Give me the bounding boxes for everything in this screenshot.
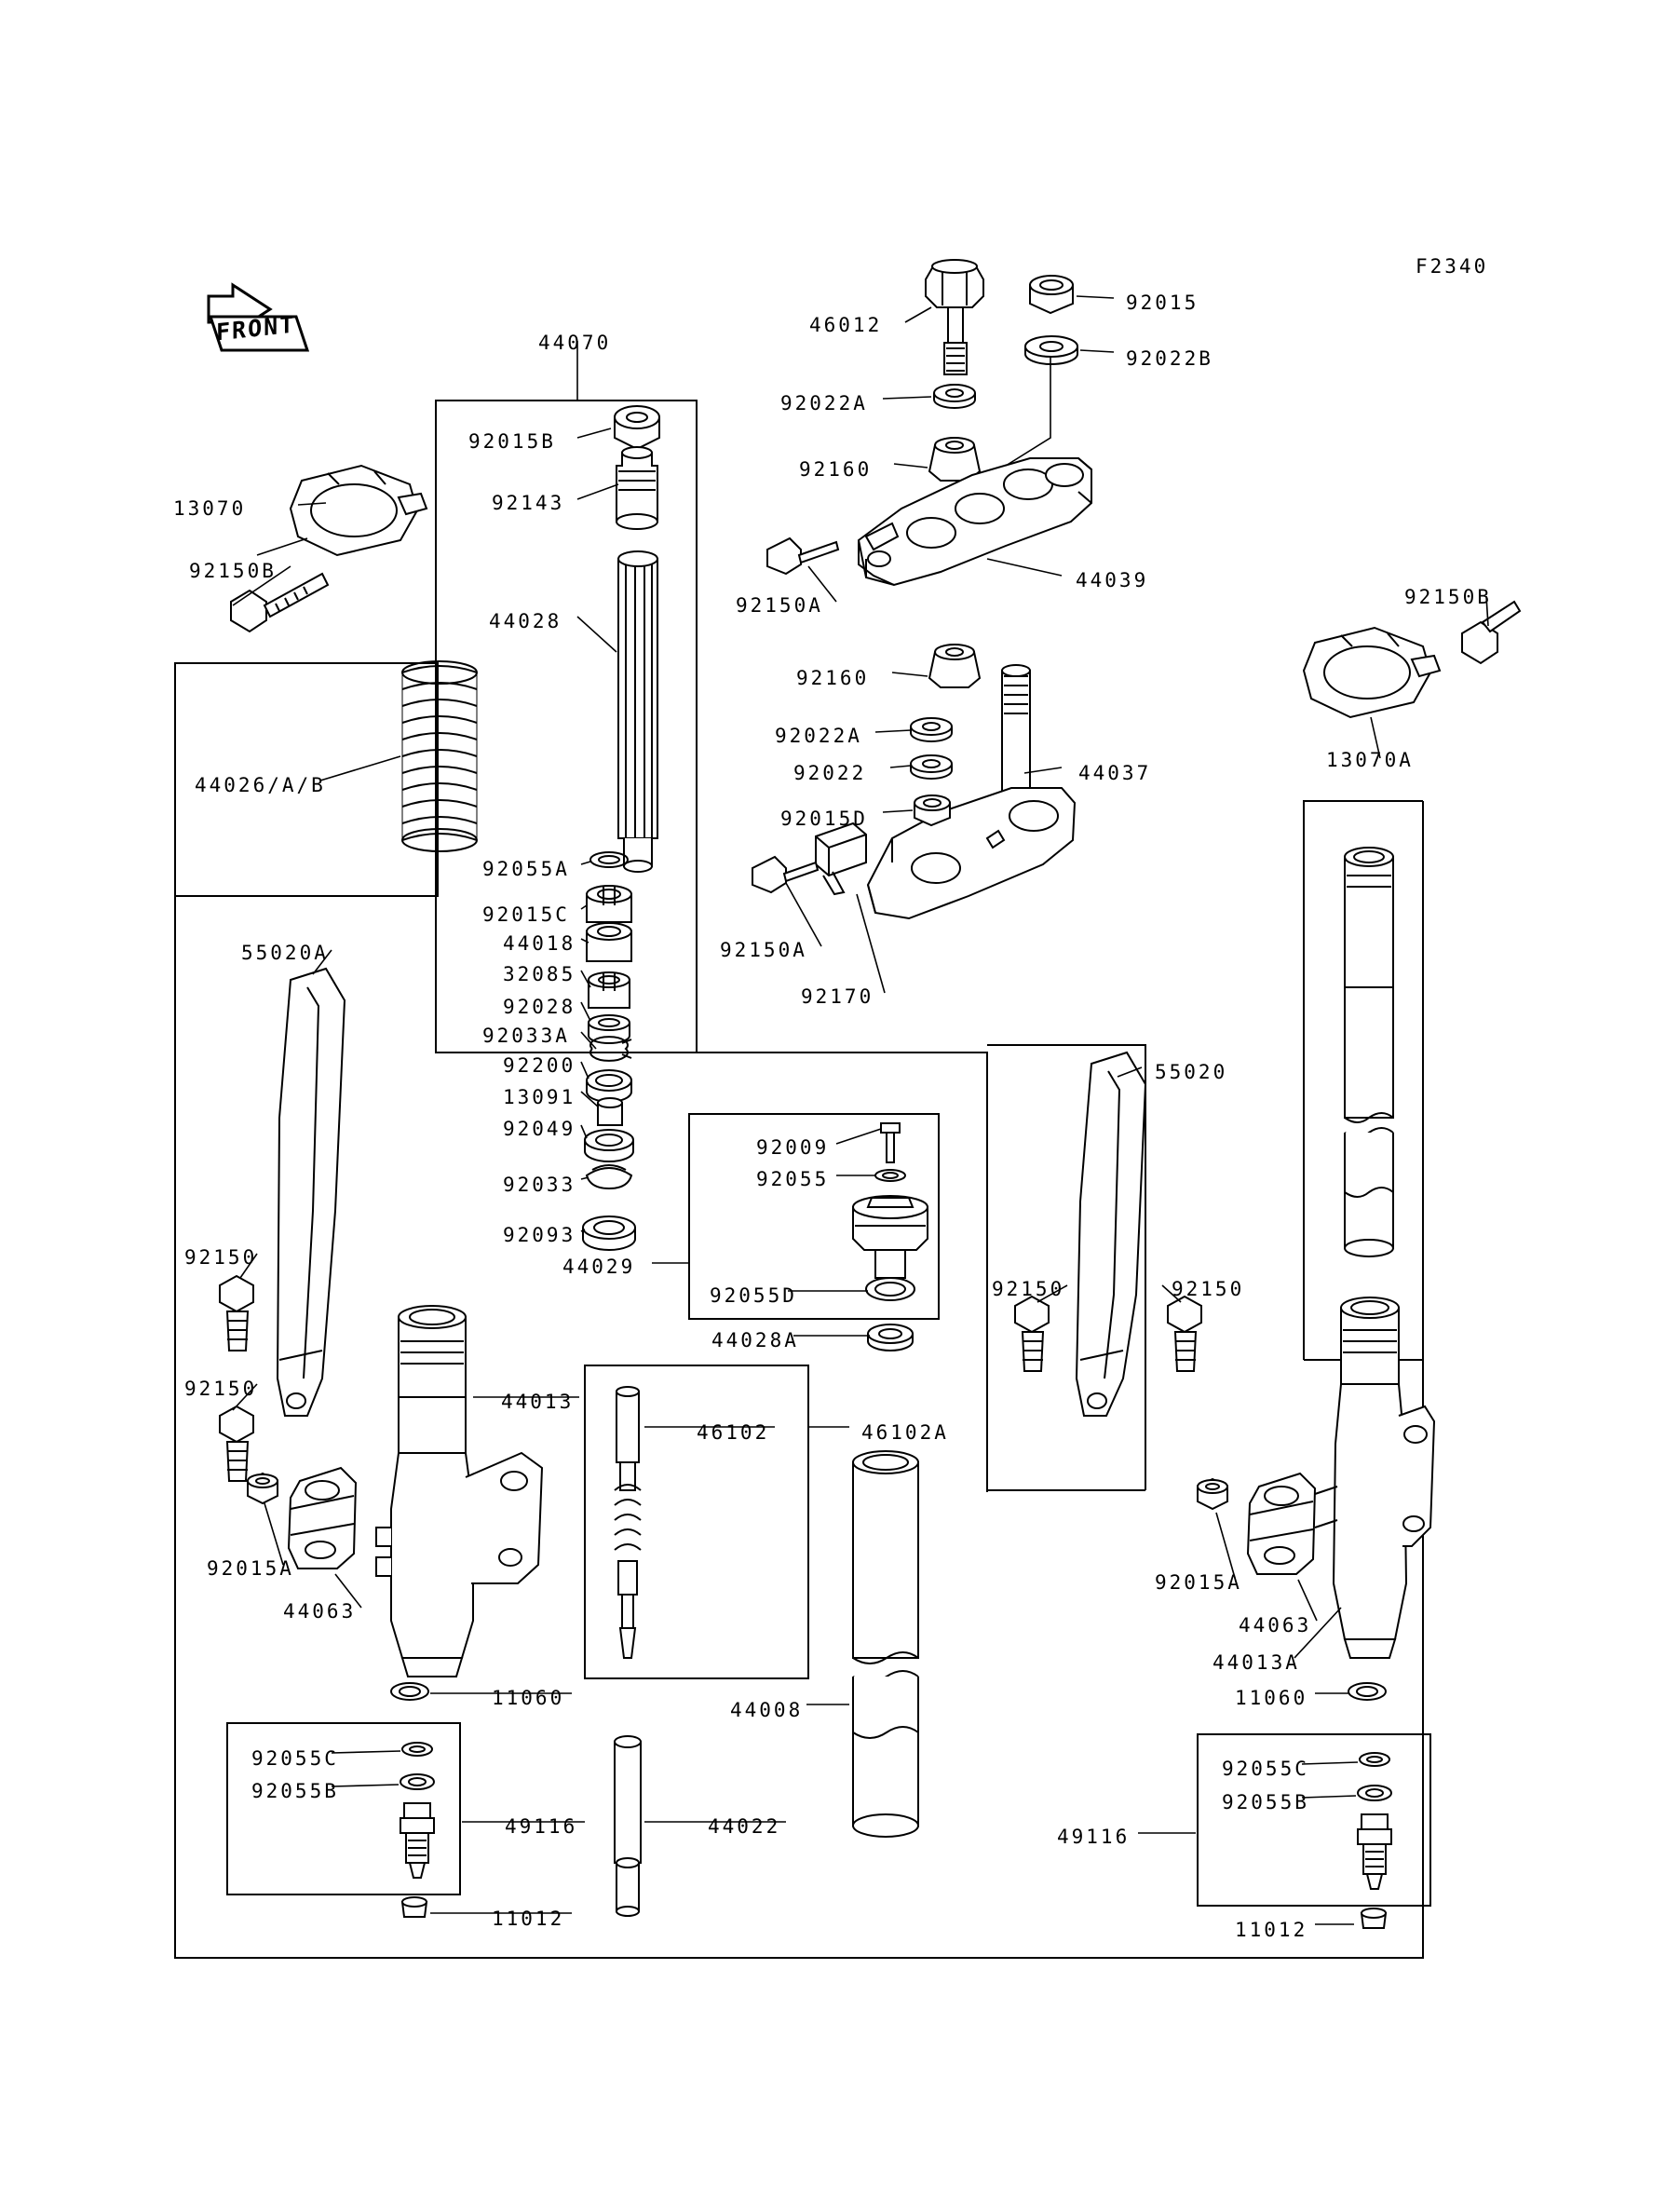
part-11060-left (391, 1683, 428, 1700)
part-92055D (866, 1278, 915, 1300)
part-label-92055A: 92055A (482, 858, 570, 880)
part-label-92022A: 92022A (780, 392, 868, 414)
figure-code: F2340 (1416, 255, 1489, 278)
part-label-92033A: 92033A (482, 1025, 570, 1047)
part-label-92022A-lower: 92022A (775, 725, 862, 747)
part-label-11012-left: 11012 (492, 1908, 565, 1930)
part-label-44028: 44028 (489, 610, 562, 632)
part-92150A-lower (752, 857, 818, 892)
part-44039 (859, 458, 1091, 585)
part-44008 (853, 1451, 918, 1837)
part-label-44008: 44008 (730, 1699, 804, 1721)
part-label-11060-right: 11060 (1235, 1687, 1308, 1709)
part-label-55020A: 55020A (241, 942, 329, 964)
part-label-92150A-lower: 92150A (720, 939, 807, 961)
part-label-92150-left-a: 92150 (184, 1246, 258, 1269)
part-92015C (587, 886, 631, 922)
part-label-44028A: 44028A (711, 1329, 799, 1351)
part-label-92049: 92049 (503, 1118, 576, 1140)
part-label-44013: 44013 (501, 1391, 575, 1413)
part-label-92015: 92015 (1126, 292, 1199, 314)
part-92150B-left (231, 574, 328, 631)
part-label-92022: 92022 (793, 762, 867, 784)
part-label-92150B: 92150B (189, 560, 277, 582)
part-label-92200: 92200 (503, 1054, 576, 1077)
part-label-92055D: 92055D (710, 1284, 797, 1307)
front-arrow-label: FRONT (216, 310, 296, 346)
part-92015D (915, 795, 950, 825)
part-92049 (585, 1130, 633, 1161)
part-92200 (587, 1070, 631, 1102)
part-92150-right-b (1168, 1297, 1201, 1371)
part-11012-left (402, 1897, 427, 1917)
part-label-13091: 13091 (503, 1086, 576, 1108)
part-44018 (587, 923, 631, 961)
part-label-49116-left: 49116 (505, 1815, 578, 1838)
part-92022 (911, 755, 952, 779)
part-92022A-lower (911, 718, 952, 741)
part-label-55020: 55020 (1155, 1061, 1228, 1083)
part-label-92160: 92160 (799, 458, 873, 481)
part-44026 (402, 661, 477, 851)
part-46102 (615, 1387, 641, 1658)
part-44063-right (1248, 1473, 1337, 1574)
part-92093 (583, 1216, 635, 1250)
part-label-44026: 44026/A/B (195, 774, 326, 796)
part-11060-right (1348, 1683, 1386, 1700)
part-label-46012: 46012 (809, 314, 883, 336)
part-label-32085: 32085 (503, 963, 576, 985)
part-label-92033: 92033 (503, 1174, 576, 1196)
part-55020A (278, 969, 345, 1416)
part-44022 (615, 1736, 641, 1916)
part-label-46102A: 46102A (861, 1421, 949, 1444)
part-label-92055B-right: 92055B (1222, 1791, 1309, 1813)
part-92015B (615, 406, 659, 449)
part-label-92055B-left: 92055B (251, 1780, 339, 1802)
part-92160-lower (929, 645, 980, 687)
part-92150-left-b (220, 1406, 253, 1481)
part-label-92150A: 92150A (736, 594, 823, 617)
part-92150-right-a (1015, 1297, 1049, 1371)
part-label-44037: 44037 (1078, 762, 1152, 784)
part-49116-left (400, 1743, 434, 1878)
part-label-92015D: 92015D (780, 808, 868, 830)
part-92150-left-a (220, 1276, 253, 1351)
part-label-92150B-right: 92150B (1404, 586, 1492, 608)
part-label-92015A-right: 92015A (1155, 1571, 1242, 1594)
part-label-92015C: 92015C (482, 903, 570, 926)
part-92150B-right (1462, 602, 1520, 663)
part-label-92150-right-b: 92150 (1172, 1278, 1245, 1300)
part-44029-cap (853, 1196, 928, 1278)
part-label-92022B: 92022B (1126, 347, 1213, 370)
part-13070A (1304, 628, 1440, 717)
part-92022B (1025, 336, 1077, 364)
part-label-44039: 44039 (1076, 569, 1149, 591)
part-label-92160-lower: 92160 (796, 667, 870, 689)
part-11012-right (1362, 1908, 1386, 1928)
part-92033A (590, 1037, 631, 1061)
part-44013A-upper (1345, 848, 1393, 1256)
part-44063-left (289, 1468, 356, 1569)
part-49116-right (1358, 1753, 1391, 1889)
part-label-92170: 92170 (801, 985, 874, 1008)
part-label-49116-right: 49116 (1057, 1826, 1131, 1848)
part-44013A-lower (1334, 1297, 1434, 1658)
part-13091 (598, 1098, 622, 1125)
part-label-92055C-right: 92055C (1222, 1758, 1309, 1780)
part-label-92015B: 92015B (468, 430, 556, 453)
part-label-92009: 92009 (756, 1136, 830, 1159)
part-label-44013A: 44013A (1213, 1651, 1300, 1674)
part-label-11012-right: 11012 (1235, 1919, 1308, 1941)
part-92015 (1030, 276, 1073, 313)
part-46012 (926, 260, 983, 374)
part-label-92015A-left: 92015A (207, 1557, 294, 1580)
part-label-44070: 44070 (538, 332, 612, 354)
part-label-92143: 92143 (492, 492, 565, 514)
part-44037 (868, 665, 1075, 918)
part-92055-oring (875, 1170, 905, 1181)
part-32085 (589, 972, 630, 1008)
part-92170 (816, 823, 866, 894)
part-label-13070: 13070 (173, 497, 247, 520)
part-92022A (934, 385, 975, 408)
part-44013 (376, 1306, 542, 1677)
part-44028 (618, 551, 657, 872)
part-label-92028: 92028 (503, 996, 576, 1018)
part-label-92093: 92093 (503, 1224, 576, 1246)
part-92015A-right (1198, 1479, 1227, 1509)
part-label-44022: 44022 (708, 1815, 781, 1838)
part-44028A (868, 1324, 913, 1351)
part-label-92055: 92055 (756, 1168, 830, 1190)
part-13070 (291, 466, 427, 555)
part-92150A-upper (767, 538, 838, 574)
part-92009 (881, 1123, 900, 1162)
part-92143 (616, 447, 657, 529)
part-label-92055C-left: 92055C (251, 1747, 339, 1770)
part-label-44018: 44018 (503, 932, 576, 955)
part-92015A-left (248, 1473, 278, 1503)
part-label-92150-right-a: 92150 (992, 1278, 1065, 1300)
part-label-46102: 46102 (697, 1421, 770, 1444)
part-55020 (1077, 1052, 1145, 1416)
part-label-44063-right: 44063 (1239, 1614, 1312, 1636)
part-label-13070A: 13070A (1326, 749, 1414, 771)
part-92033 (587, 1165, 631, 1188)
part-92055A (590, 852, 628, 867)
part-label-44063-left: 44063 (283, 1600, 357, 1623)
part-label-92150-left-b: 92150 (184, 1378, 258, 1400)
part-label-11060-left: 11060 (492, 1687, 565, 1709)
part-label-44029: 44029 (562, 1256, 636, 1278)
